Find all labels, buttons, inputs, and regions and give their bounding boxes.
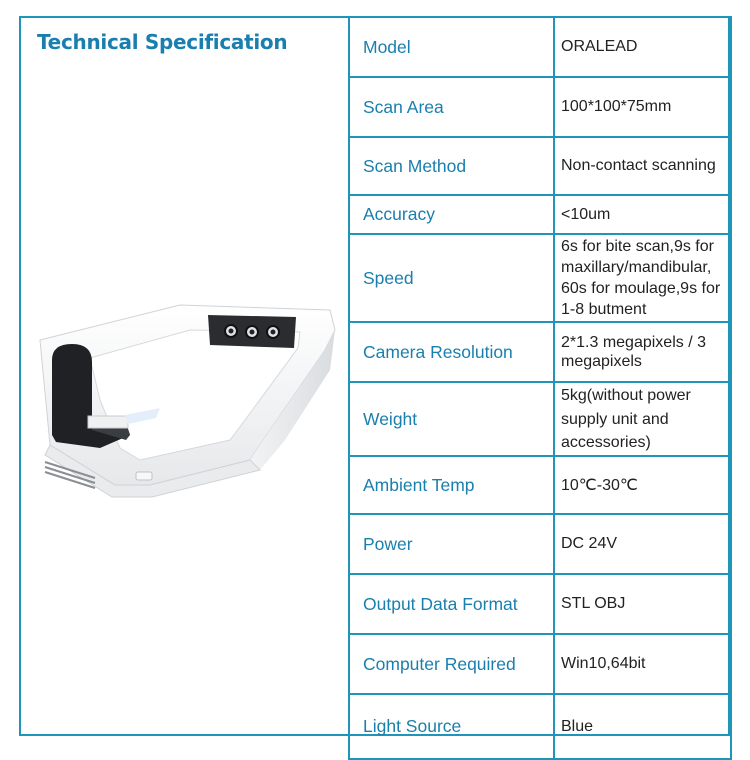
spec-value: STL OBJ <box>554 574 731 634</box>
spec-value: <10um <box>554 195 731 234</box>
spec-row-power <box>349 514 731 574</box>
spec-row-light-source <box>349 694 731 759</box>
spec-value: 2*1.3 megapixels / 3 megapixels <box>554 322 731 382</box>
spec-value: DC 24V <box>554 514 731 574</box>
spec-label: Scan Area <box>349 77 554 137</box>
spec-value: 10℃-30℃ <box>554 456 731 514</box>
spec-label: Weight <box>349 382 554 456</box>
spec-value: Blue <box>554 694 731 759</box>
spec-row-accuracy <box>349 195 731 234</box>
spec-value: Win10,64bit <box>554 634 731 694</box>
spec-label: Light Source <box>349 694 554 759</box>
spec-label: Computer Required <box>349 634 554 694</box>
spec-label: Power <box>349 514 554 574</box>
spec-row-weight <box>349 382 731 456</box>
spec-label: Speed <box>349 234 554 322</box>
spec-label: Scan Method <box>349 137 554 195</box>
spec-label: Ambient Temp <box>349 456 554 514</box>
spec-row-output-data-format <box>349 574 731 634</box>
spec-row-camera-resolution <box>349 322 731 382</box>
spec-value: 100*100*75mm <box>554 77 731 137</box>
spec-row-model <box>349 17 731 77</box>
spec-value: ORALEAD <box>554 17 731 77</box>
spec-row-ambient-temp <box>349 456 731 514</box>
spec-label: Accuracy <box>349 195 554 234</box>
spec-row-scan-method <box>349 137 731 195</box>
spec-label: Output Data Format <box>349 574 554 634</box>
spec-row-scan-area <box>349 77 731 137</box>
page-title: Technical Specification <box>37 30 288 54</box>
spec-value: 5kg(without power supply unit and accessories) <box>554 382 731 456</box>
spec-label: Model <box>349 17 554 77</box>
spec-row-speed <box>349 234 731 322</box>
spec-value: 6s for bite scan,9s for maxillary/mandibular, 60s for moulage,9s for 1-8 butment <box>554 234 731 322</box>
scanner-product-image <box>30 300 350 500</box>
spec-label: Camera Resolution <box>349 322 554 382</box>
spec-row-computer-required <box>349 634 731 694</box>
spec-table <box>348 16 732 760</box>
spec-value: Non-contact scanning <box>554 137 731 195</box>
